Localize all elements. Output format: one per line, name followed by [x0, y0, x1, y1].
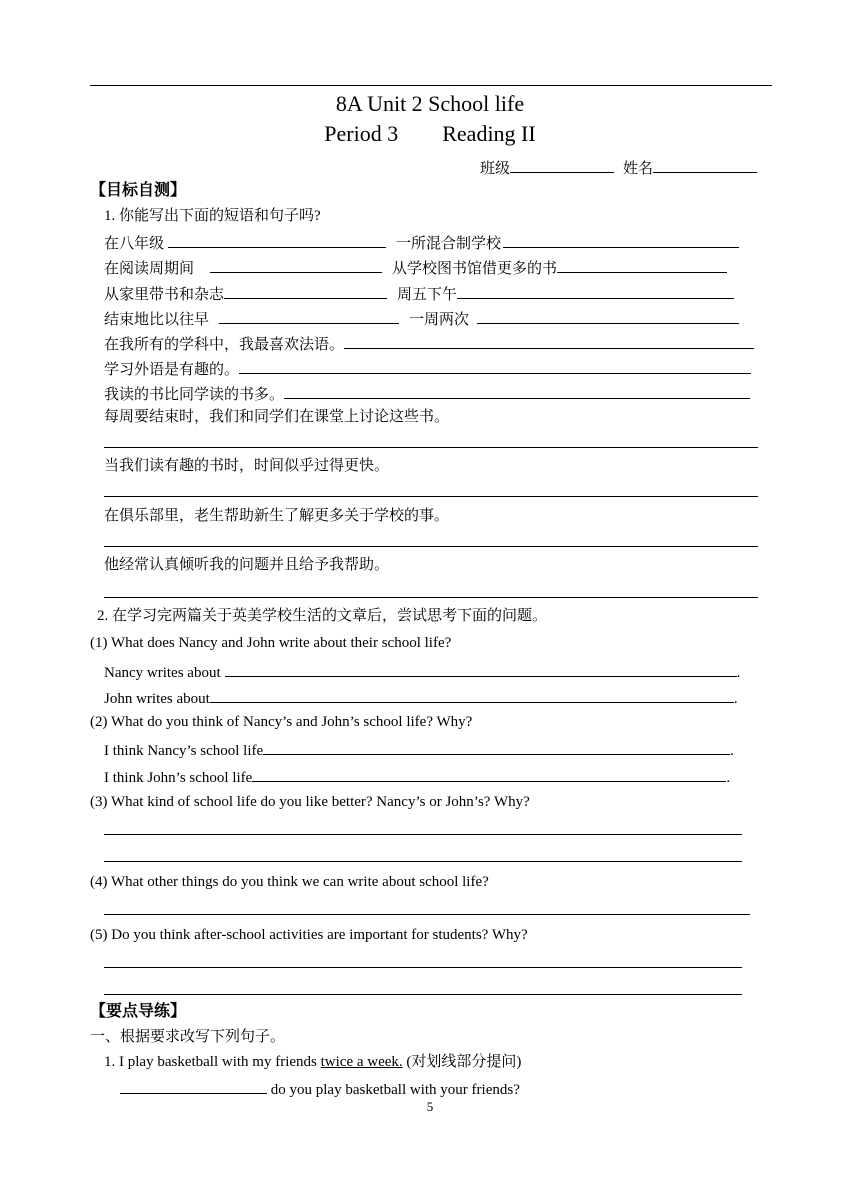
q2-prompt: 2. 在学习完两篇关于英美学校生活的文章后，尝试思考下面的问题。	[97, 608, 548, 624]
exercise-1-answer	[120, 1077, 520, 1100]
answer-line[interactable]	[104, 597, 758, 598]
answer-line[interactable]	[104, 496, 758, 497]
period-label: Period 3	[324, 121, 399, 146]
sentence-label: 我读的书比同学读的书多。	[104, 387, 285, 403]
sentence-label: 每周要结束时，我们和同学们在课堂上讨论这些书。	[104, 409, 450, 425]
answer-prefix: Nancy writes about	[104, 665, 221, 681]
sentence-row	[104, 382, 750, 405]
question-4: (4) What other things do you think we can write about school life?	[90, 874, 489, 890]
exercise-note: (对划线部分提问)	[402, 1054, 522, 1070]
answer-line[interactable]	[104, 447, 758, 448]
period-mark: .	[726, 770, 731, 786]
name-blank[interactable]	[653, 156, 757, 173]
sentence-row	[104, 332, 754, 355]
sentence-label: 学习外语是有趣的。	[104, 362, 240, 378]
answer-blank[interactable]	[168, 231, 386, 248]
question-2: (2) What do you think of Nancy’s and John’s school life? Why?	[90, 714, 473, 730]
exercise-1	[104, 1052, 521, 1072]
question-5: (5) Do you think after-school activities are important for students? Why?	[90, 927, 528, 943]
sentence-label: 当我们读有趣的书时，时间似乎过得更快。	[104, 458, 390, 474]
phrase-label: 一周两次	[409, 312, 470, 328]
phrase-label: 在八年级	[104, 236, 165, 252]
answer-row	[104, 765, 730, 788]
answer-tail: do you play basketball with your friends?	[267, 1082, 520, 1098]
answer-row	[104, 686, 738, 709]
page-title: 8A Unit 2 School life	[335, 91, 525, 116]
phrase-label: 从家里带书和杂志	[104, 287, 225, 303]
answer-blank[interactable]	[225, 660, 737, 677]
phrase-label: 结束地比以往早	[104, 312, 210, 328]
answer-blank[interactable]	[557, 256, 727, 273]
answer-blank[interactable]	[210, 256, 382, 273]
answer-row	[104, 738, 734, 761]
answer-line[interactable]	[104, 994, 742, 995]
top-rule	[90, 85, 772, 86]
phrase-row	[104, 256, 727, 279]
exercise-text: 1. I play basketball with my friends	[104, 1054, 321, 1070]
answer-blank[interactable]	[210, 686, 734, 703]
answer-blank[interactable]	[344, 332, 754, 349]
class-blank[interactable]	[510, 156, 614, 173]
sentence-label: 他经常认真倾听我的问题并且给予我帮助。	[104, 557, 390, 573]
answer-row	[104, 660, 740, 683]
section-heading-key-points: 【要点导练】	[90, 1001, 187, 1020]
period-mark: .	[730, 743, 734, 759]
answer-line[interactable]	[104, 834, 742, 835]
phrase-label: 一所混合制学校	[396, 236, 502, 252]
section-heading-self-test: 【目标自测】	[90, 180, 187, 199]
answer-line[interactable]	[104, 967, 742, 968]
answer-prefix: John writes about	[104, 691, 210, 707]
class-label: 班级	[480, 161, 511, 177]
part-title: 一、根据要求改写下列句子。	[90, 1029, 286, 1045]
answer-line[interactable]	[104, 861, 742, 862]
answer-prefix: I think Nancy’s school life	[104, 743, 264, 759]
page-subtitle	[0, 120, 860, 148]
sentence-label: 在俱乐部里，老生帮助新生了解更多关于学校的事。	[104, 508, 450, 524]
question-3: (3) What kind of school life do you like better? Nancy’s or John’s? Why?	[90, 794, 530, 810]
name-label: 姓名	[623, 161, 654, 177]
period-mark: .	[733, 691, 738, 707]
phrase-row	[104, 282, 734, 305]
question-1: (1) What does Nancy and John write about their school life?	[90, 635, 452, 651]
answer-line[interactable]	[104, 546, 758, 547]
class-name-row	[480, 156, 757, 179]
period-mark: .	[736, 665, 741, 681]
phrase-label: 在阅读周期间	[104, 261, 195, 277]
page-number: 5	[426, 1099, 434, 1114]
answer-blank[interactable]	[503, 231, 739, 248]
answer-blank[interactable]	[252, 765, 726, 782]
answer-blank[interactable]	[224, 282, 387, 299]
phrase-row	[104, 231, 739, 254]
answer-blank[interactable]	[239, 357, 751, 374]
phrase-row	[104, 307, 739, 330]
answer-blank[interactable]	[219, 307, 399, 324]
answer-blank[interactable]	[120, 1077, 267, 1094]
q1-prompt: 1. 你能写出下面的短语和句子吗?	[104, 208, 321, 224]
underlined-phrase: twice a week.	[320, 1054, 403, 1070]
answer-prefix: I think John’s school life	[104, 770, 253, 786]
answer-blank[interactable]	[284, 382, 750, 399]
answer-line[interactable]	[104, 914, 750, 915]
phrase-label: 周五下午	[397, 287, 458, 303]
phrase-label: 从学校图书馆借更多的书	[392, 261, 558, 277]
answer-blank[interactable]	[457, 282, 734, 299]
answer-blank[interactable]	[263, 738, 730, 755]
sentence-row	[104, 357, 751, 380]
reading-label: Reading II	[442, 121, 536, 146]
sentence-label: 在我所有的学科中，我最喜欢法语。	[104, 337, 345, 353]
answer-blank[interactable]	[477, 307, 739, 324]
